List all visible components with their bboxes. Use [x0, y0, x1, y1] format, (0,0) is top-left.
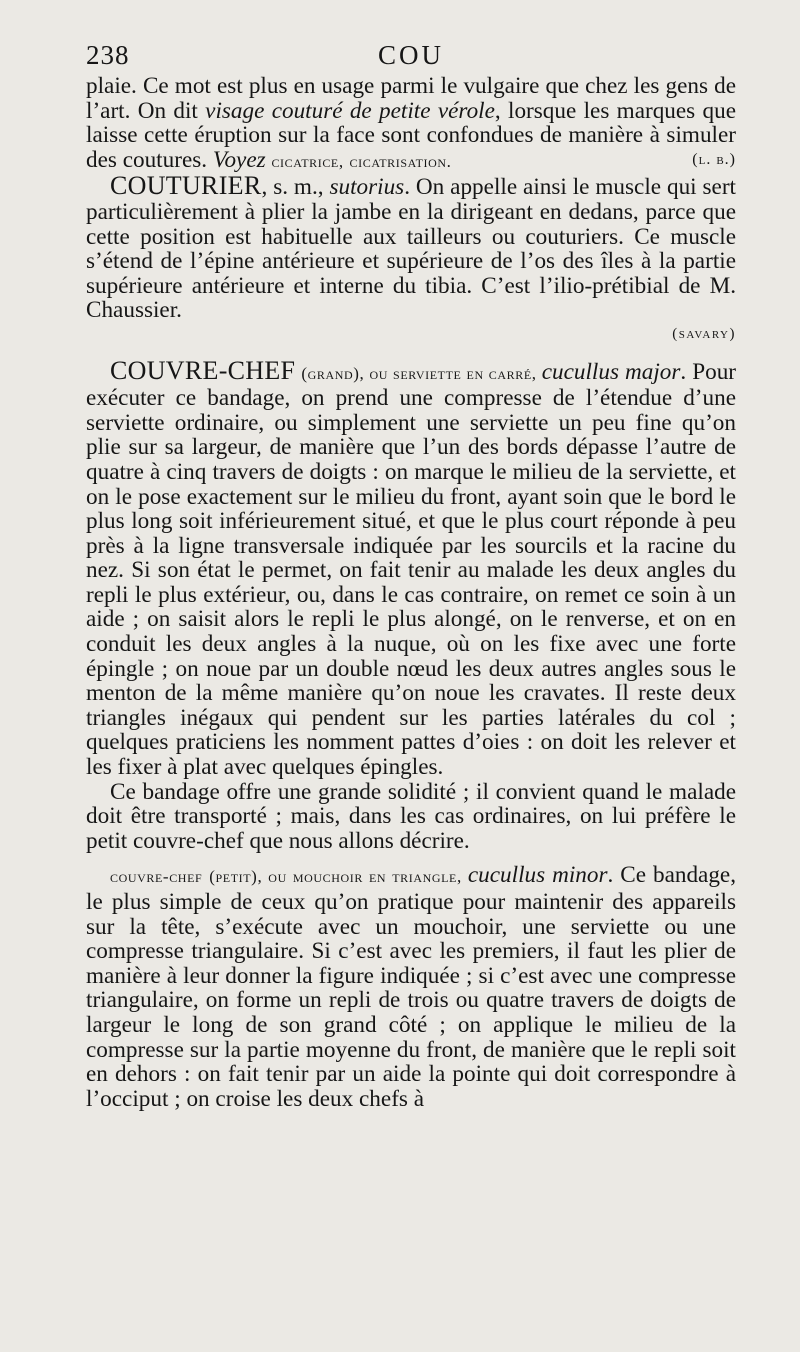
part-of-speech: , s. m., — [261, 174, 330, 201]
entry-couvre-chef-grand — [86, 355, 737, 781]
cross-reference: cicatrice, — [271, 151, 344, 171]
entry-couturier — [86, 171, 736, 324]
latin-term: cucullus major — [541, 358, 681, 385]
author-signature: (l. b.) — [692, 150, 736, 168]
entry-qualifier: (petit) — [209, 867, 258, 887]
latin-term: cucullus minor — [467, 862, 608, 889]
page-body — [86, 74, 736, 1111]
paragraph: Ce bandage offre une grande solidité ; il convient quand le malade doit être transporté ; mais, dans les cas ordinaires, on lui préfère le petit couvre-chef que nous allons décrire. — [86, 778, 736, 854]
entry-couvre-chef-petit — [86, 863, 736, 1111]
page-number: 238 — [86, 40, 130, 70]
alternate-name: , ou serviette en carré, — [359, 363, 542, 383]
entry-text: . Pour exécuter ce bandage, on prend une compresse de l’étendue d’une serviette ordinaire, ou simplement une serviette un peu fine qu’on plie sur sa largeur, de manière que l’un des bords dépasse l’autre de quatre à cinq travers de doigts : on marque le milieu de la serviette, et on le pose exactement sur le milieu du front, ayant soin que le bord le plus long soit inférieurement situé, et que le plus court réponde à peu près à la ligne transversale indiquée par les sourcils et la racine du nez. Si son état le permet, on fait tenir au malade les deux angles du repli le plus extérieur, ou, dans le cas contraire, on remet ce soin à un aide ; on saisit alors le repli le plus alongé, on le renverse, et on en conduit les deux angles à la nuque, où on les fixe avec une forte épingle ; on noue par un double nœud les deux autres angles sous le menton de la même manière qu’on noue les cravates. Il reste deux triangles inégaux qui pendent sur les parties latérales du col ; quelques praticiens les nomment pattes d’oies : on doit les relever et les fixer à plat avec quelques épingles. — [86, 358, 737, 781]
entry-text: . On appelle ainsi le muscle qui sert particulièrement à plier la jambe en la dirigeant en dedans, parce que cette position est habituelle aux tailleurs ou couturiers. Ce muscle s’étend de l’épine antérieure et supérieure de l’os des îles à la partie supérieure antérieure et interne du tibia. C’est l’ilio-prétibial de M. Chaussier. — [86, 174, 736, 324]
running-head: COU — [377, 40, 444, 70]
cross-reference-label: Voyez — [212, 146, 266, 173]
author-signature: (savary) — [672, 325, 736, 342]
text-run: , lorsque les marques que laisse cette éruption sur la face sont confondues de manière à simuler des coutures. — [86, 97, 736, 173]
entry-text: . Ce bandage, le plus simple de ceux qu’on pratique pour maintenir des appareils sur la tête, s’exécute avec un mouchoir, une serviette ou une compresse triangulaire. Si c’est avec les premiers, il faut les plier de manière à leur donner la figure indiquée ; si c’est avec une compresse triangulaire, on forme un repli de trois ou quatre travers de doigts de largeur le long de son grand côté ; on applique le milieu de la compresse sur la partie moyenne du front, de manière que le repli soit en dehors : on fait tenir par un aide la pointe qui doit correspondre à l’occiput ; on croise les deux chefs à — [86, 862, 737, 1112]
cross-reference: cicatrisation. — [349, 151, 452, 171]
italic-phrase: visage couturé de petite vérole — [205, 97, 495, 124]
page-header — [86, 40, 736, 74]
continued-paragraph — [86, 74, 736, 174]
entry-headword: COUTURIER — [110, 171, 262, 201]
latin-term: sutorius — [329, 174, 405, 201]
entry-headword: couvre-chef — [110, 867, 203, 887]
alternate-name: , ou mouchoir en triangle, — [257, 867, 468, 887]
text-run: plaie. Ce mot est plus en usage parmi le vulgaire que chez les gens de l’art. On dit — [86, 73, 736, 124]
entry-qualifier: (grand) — [301, 363, 360, 383]
entry-headword: COUVRE-CHEF — [110, 355, 296, 385]
